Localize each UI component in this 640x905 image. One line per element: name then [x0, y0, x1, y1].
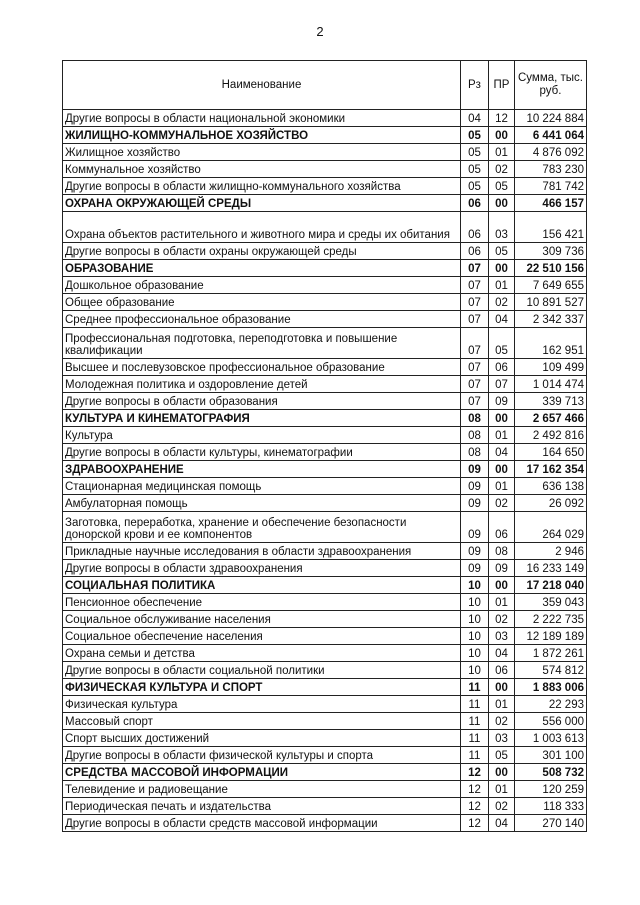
row-sum-cell: 26 092	[515, 495, 587, 512]
row-sum-cell: 508 732	[515, 764, 587, 781]
row-pr-cell: 02	[489, 294, 515, 311]
row-rz-cell: 05	[461, 178, 489, 195]
row-name-cell: Другие вопросы в области жилищно-коммунального хозяйства	[63, 178, 461, 195]
row-rz-cell: 08	[461, 444, 489, 461]
row-rz-cell: 09	[461, 543, 489, 560]
row-name-cell: Другие вопросы в области здравоохранения	[63, 560, 461, 577]
row-sum-cell: 6 441 064	[515, 127, 587, 144]
row-name-cell: Среднее профессиональное образование	[63, 311, 461, 328]
table-row	[63, 277, 587, 294]
table-row	[63, 243, 587, 260]
table-row	[63, 747, 587, 764]
row-sum-cell: 156 421	[515, 212, 587, 243]
table-row	[63, 696, 587, 713]
row-pr-cell: 04	[489, 645, 515, 662]
row-rz-cell: 07	[461, 311, 489, 328]
row-name-cell: Культура	[63, 427, 461, 444]
row-sum-cell: 636 138	[515, 478, 587, 495]
row-pr-cell: 02	[489, 798, 515, 815]
row-pr-cell: 01	[489, 277, 515, 294]
row-sum-cell: 1 872 261	[515, 645, 587, 662]
row-pr-cell: 06	[489, 359, 515, 376]
row-pr-cell: 00	[489, 410, 515, 427]
row-name-cell: Прикладные научные исследования в области здравоохранения	[63, 543, 461, 560]
header-pr: ПР	[489, 61, 515, 110]
row-rz-cell: 06	[461, 195, 489, 212]
row-pr-cell: 05	[489, 243, 515, 260]
row-sum-cell: 7 649 655	[515, 277, 587, 294]
row-rz-cell: 07	[461, 277, 489, 294]
table-row	[63, 427, 587, 444]
row-sum-cell: 781 742	[515, 178, 587, 195]
row-name-cell: Периодическая печать и издательства	[63, 798, 461, 815]
row-pr-cell: 05	[489, 747, 515, 764]
section-row	[63, 577, 587, 594]
row-pr-cell: 03	[489, 212, 515, 243]
row-rz-cell: 08	[461, 427, 489, 444]
row-name-cell: Стационарная медицинская помощь	[63, 478, 461, 495]
header-name: Наименование	[63, 61, 461, 110]
table-row	[63, 478, 587, 495]
table-row	[63, 713, 587, 730]
row-pr-cell: 00	[489, 764, 515, 781]
table-row	[63, 444, 587, 461]
row-rz-cell: 12	[461, 781, 489, 798]
row-pr-cell: 02	[489, 713, 515, 730]
row-name-cell: ОБРАЗОВАНИЕ	[63, 260, 461, 277]
row-rz-cell: 11	[461, 713, 489, 730]
row-name-cell: ФИЗИЧЕСКАЯ КУЛЬТУРА И СПОРТ	[63, 679, 461, 696]
row-pr-cell: 01	[489, 594, 515, 611]
row-rz-cell: 05	[461, 127, 489, 144]
table-header-row	[63, 61, 587, 110]
row-sum-cell: 264 029	[515, 512, 587, 543]
row-sum-cell: 1 003 613	[515, 730, 587, 747]
row-sum-cell: 556 000	[515, 713, 587, 730]
row-pr-cell: 02	[489, 495, 515, 512]
row-name-cell: Массовый спорт	[63, 713, 461, 730]
row-name-cell: ЗДРАВООХРАНЕНИЕ	[63, 461, 461, 478]
row-sum-cell: 359 043	[515, 594, 587, 611]
row-name-cell: Другие вопросы в области культуры, кинематографии	[63, 444, 461, 461]
row-rz-cell: 05	[461, 144, 489, 161]
row-sum-cell: 2 946	[515, 543, 587, 560]
header-sum: Сумма, тыс. руб.	[515, 61, 587, 110]
row-name-cell: Другие вопросы в области национальной экономики	[63, 110, 461, 127]
table-row	[63, 543, 587, 560]
row-pr-cell: 01	[489, 696, 515, 713]
row-pr-cell: 09	[489, 393, 515, 410]
row-pr-cell: 03	[489, 730, 515, 747]
table-row	[63, 359, 587, 376]
row-rz-cell: 11	[461, 747, 489, 764]
row-sum-cell: 12 189 189	[515, 628, 587, 645]
row-sum-cell: 10 891 527	[515, 294, 587, 311]
row-pr-cell: 00	[489, 461, 515, 478]
table-row	[63, 294, 587, 311]
row-rz-cell: 10	[461, 628, 489, 645]
row-pr-cell: 01	[489, 427, 515, 444]
row-name-cell: Другие вопросы в области образования	[63, 393, 461, 410]
table-row	[63, 328, 587, 359]
row-name-cell: Молодежная политика и оздоровление детей	[63, 376, 461, 393]
row-pr-cell: 00	[489, 127, 515, 144]
row-pr-cell: 00	[489, 195, 515, 212]
row-sum-cell: 164 650	[515, 444, 587, 461]
row-name-cell: Профессиональная подготовка, переподготовка и повышение квалификации	[63, 328, 461, 359]
row-pr-cell: 01	[489, 781, 515, 798]
row-rz-cell: 07	[461, 376, 489, 393]
row-name-cell: Физическая культура	[63, 696, 461, 713]
header-rz: Рз	[461, 61, 489, 110]
row-rz-cell: 10	[461, 577, 489, 594]
row-pr-cell: 00	[489, 577, 515, 594]
table-row	[63, 144, 587, 161]
row-name-cell: ОХРАНА ОКРУЖАЮЩЕЙ СРЕДЫ	[63, 195, 461, 212]
row-name-cell: Коммунальное хозяйство	[63, 161, 461, 178]
row-sum-cell: 17 162 354	[515, 461, 587, 478]
row-pr-cell: 08	[489, 543, 515, 560]
row-sum-cell: 17 218 040	[515, 577, 587, 594]
row-sum-cell: 1 883 006	[515, 679, 587, 696]
row-pr-cell: 12	[489, 110, 515, 127]
table-row	[63, 110, 587, 127]
section-row	[63, 679, 587, 696]
table-row	[63, 212, 587, 243]
row-pr-cell: 07	[489, 376, 515, 393]
row-sum-cell: 783 230	[515, 161, 587, 178]
row-sum-cell: 2 222 735	[515, 611, 587, 628]
section-row	[63, 127, 587, 144]
row-name-cell: Социальное обслуживание населения	[63, 611, 461, 628]
row-name-cell: Жилищное хозяйство	[63, 144, 461, 161]
section-row	[63, 410, 587, 427]
row-name-cell: Другие вопросы в области средств массовой информации	[63, 815, 461, 832]
row-name-cell: Спорт высших достижений	[63, 730, 461, 747]
row-name-cell: КУЛЬТУРА И КИНЕМАТОГРАФИЯ	[63, 410, 461, 427]
row-sum-cell: 2 657 466	[515, 410, 587, 427]
table-row	[63, 161, 587, 178]
row-rz-cell: 04	[461, 110, 489, 127]
budget-table	[62, 60, 587, 832]
row-sum-cell: 22 293	[515, 696, 587, 713]
row-pr-cell: 06	[489, 512, 515, 543]
row-pr-cell: 09	[489, 560, 515, 577]
page-number: 2	[316, 24, 324, 39]
row-sum-cell: 4 876 092	[515, 144, 587, 161]
row-pr-cell: 05	[489, 328, 515, 359]
table-row	[63, 495, 587, 512]
row-name-cell: Охрана объектов растительного и животного мира и среды их обитания	[63, 212, 461, 243]
row-pr-cell: 06	[489, 662, 515, 679]
row-name-cell: СРЕДСТВА МАССОВОЙ ИНФОРМАЦИИ	[63, 764, 461, 781]
row-rz-cell: 09	[461, 478, 489, 495]
row-sum-cell: 109 499	[515, 359, 587, 376]
row-name-cell: Заготовка, переработка, хранение и обеспечение безопасности донорской крови и ее компонентов	[63, 512, 461, 543]
row-rz-cell: 05	[461, 161, 489, 178]
row-sum-cell: 2 342 337	[515, 311, 587, 328]
row-name-cell: Телевидение и радиовещание	[63, 781, 461, 798]
row-pr-cell: 03	[489, 628, 515, 645]
row-name-cell: Другие вопросы в области физической культуры и спорта	[63, 747, 461, 764]
table-row	[63, 393, 587, 410]
row-name-cell: Дошкольное образование	[63, 277, 461, 294]
row-sum-cell: 120 259	[515, 781, 587, 798]
row-rz-cell: 12	[461, 764, 489, 781]
row-pr-cell: 02	[489, 161, 515, 178]
row-rz-cell: 09	[461, 560, 489, 577]
row-sum-cell: 309 736	[515, 243, 587, 260]
row-sum-cell: 22 510 156	[515, 260, 587, 277]
row-name-cell: ЖИЛИЩНО-КОММУНАЛЬНОЕ ХОЗЯЙСТВО	[63, 127, 461, 144]
row-name-cell: Социальное обеспечение населения	[63, 628, 461, 645]
row-rz-cell: 06	[461, 212, 489, 243]
row-name-cell: Другие вопросы в области социальной политики	[63, 662, 461, 679]
row-rz-cell: 11	[461, 696, 489, 713]
row-sum-cell: 301 100	[515, 747, 587, 764]
row-rz-cell: 10	[461, 662, 489, 679]
row-name-cell: Другие вопросы в области охраны окружающей среды	[63, 243, 461, 260]
row-pr-cell: 01	[489, 478, 515, 495]
row-rz-cell: 08	[461, 410, 489, 427]
table-row	[63, 662, 587, 679]
table-row	[63, 376, 587, 393]
table-row	[63, 781, 587, 798]
table-row	[63, 178, 587, 195]
row-pr-cell: 04	[489, 444, 515, 461]
row-name-cell: СОЦИАЛЬНАЯ ПОЛИТИКА	[63, 577, 461, 594]
table-row	[63, 628, 587, 645]
row-sum-cell: 2 492 816	[515, 427, 587, 444]
row-pr-cell: 01	[489, 144, 515, 161]
row-rz-cell: 12	[461, 798, 489, 815]
table-row	[63, 311, 587, 328]
row-rz-cell: 10	[461, 611, 489, 628]
row-sum-cell: 270 140	[515, 815, 587, 832]
row-sum-cell: 118 333	[515, 798, 587, 815]
row-sum-cell: 10 224 884	[515, 110, 587, 127]
row-rz-cell: 09	[461, 495, 489, 512]
row-pr-cell: 02	[489, 611, 515, 628]
row-rz-cell: 07	[461, 393, 489, 410]
row-name-cell: Общее образование	[63, 294, 461, 311]
table-row	[63, 730, 587, 747]
row-pr-cell: 00	[489, 679, 515, 696]
section-row	[63, 195, 587, 212]
row-rz-cell: 07	[461, 294, 489, 311]
row-sum-cell: 574 812	[515, 662, 587, 679]
row-name-cell: Амбулаторная помощь	[63, 495, 461, 512]
table-row	[63, 512, 587, 543]
row-rz-cell: 07	[461, 359, 489, 376]
table-body	[63, 110, 587, 832]
row-rz-cell: 09	[461, 461, 489, 478]
row-rz-cell: 11	[461, 679, 489, 696]
row-pr-cell: 04	[489, 311, 515, 328]
table-row	[63, 645, 587, 662]
row-name-cell: Высшее и послевузовское профессиональное образование	[63, 359, 461, 376]
table-row	[63, 815, 587, 832]
row-pr-cell: 04	[489, 815, 515, 832]
row-rz-cell: 12	[461, 815, 489, 832]
section-row	[63, 764, 587, 781]
row-pr-cell: 05	[489, 178, 515, 195]
row-sum-cell: 162 951	[515, 328, 587, 359]
table-row	[63, 560, 587, 577]
row-sum-cell: 16 233 149	[515, 560, 587, 577]
table-row	[63, 594, 587, 611]
row-rz-cell: 09	[461, 512, 489, 543]
row-rz-cell: 06	[461, 243, 489, 260]
row-rz-cell: 07	[461, 260, 489, 277]
section-row	[63, 461, 587, 478]
row-rz-cell: 10	[461, 645, 489, 662]
row-pr-cell: 00	[489, 260, 515, 277]
table-row	[63, 798, 587, 815]
row-sum-cell: 1 014 474	[515, 376, 587, 393]
row-sum-cell: 339 713	[515, 393, 587, 410]
table-row	[63, 611, 587, 628]
row-rz-cell: 11	[461, 730, 489, 747]
row-sum-cell: 466 157	[515, 195, 587, 212]
section-row	[63, 260, 587, 277]
row-rz-cell: 10	[461, 594, 489, 611]
row-name-cell: Пенсионное обеспечение	[63, 594, 461, 611]
row-name-cell: Охрана семьи и детства	[63, 645, 461, 662]
row-rz-cell: 07	[461, 328, 489, 359]
